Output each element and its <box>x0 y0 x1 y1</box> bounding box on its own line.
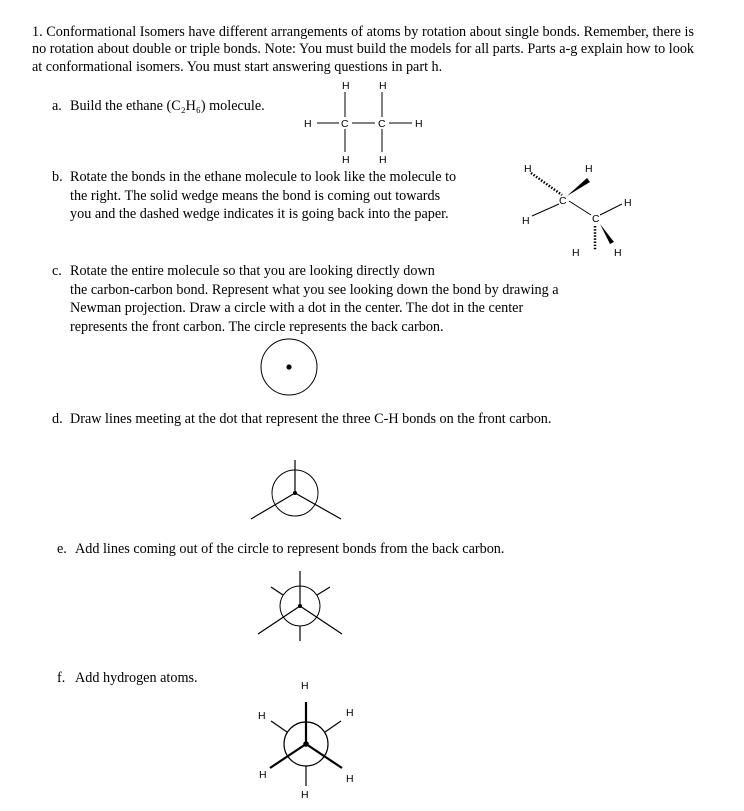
part-b-line-2: the right. The solid wedge means the bond is coming out towards <box>70 187 441 204</box>
part-d <box>52 410 551 429</box>
part-c <box>52 262 559 336</box>
question-intro: 1. Conformational Isomers have different arrangements of atoms by rotation about single bonds. Remember, there is no rotation about double or triple bonds. Note: You must build the models for all parts. Parts a-g explain how to look at conformational isomers. You must start answering questions in part h. <box>32 24 695 75</box>
atom-c: C <box>378 118 386 130</box>
part-e <box>57 540 504 559</box>
part-f-label: f. <box>57 670 66 686</box>
solid-wedge-bond <box>567 178 590 196</box>
newman-projection-with-hydrogens <box>250 676 360 801</box>
part-c-line-1: Rotate the entire molecule so that you are looking directly down <box>70 263 435 279</box>
atom-h: H <box>304 118 312 130</box>
part-c-line-4: represents the front carbon. The circle represents the back carbon. <box>70 318 444 335</box>
atom-h: H <box>379 154 387 166</box>
atom-h: H <box>259 769 267 781</box>
part-d-text: Draw lines meeting at the dot that represent the three C-H bonds on the front carbon. <box>70 411 552 427</box>
part-f-text: Add hydrogen atoms. <box>75 670 198 686</box>
part-b <box>52 168 456 224</box>
part-c-line-3: Newman projection. Draw a circle with a dot in the center. The dot in the center <box>70 300 524 316</box>
part-e-label: e. <box>57 541 67 557</box>
atom-c: C <box>341 118 349 130</box>
atom-c: C <box>592 213 600 225</box>
part-a-text: Build the ethane (C₂H₆) molecule. <box>70 98 265 114</box>
atom-h: H <box>415 118 423 130</box>
newman-front-and-back-bonds <box>250 565 350 643</box>
atom-h: H <box>301 789 309 801</box>
part-b-line-3: you and the dashed wedge indicates it is going back into the paper. <box>70 206 449 222</box>
atom-h: H <box>572 247 580 259</box>
ethane-structural-formula <box>300 78 440 174</box>
atom-h: H <box>614 247 622 259</box>
solid-wedge-bond <box>600 224 614 244</box>
part-a <box>52 97 265 116</box>
atom-h: H <box>346 773 354 785</box>
atom-h: H <box>342 154 350 166</box>
atom-h: H <box>258 710 266 722</box>
atom-h: H <box>522 215 530 227</box>
atom-h: H <box>379 80 387 92</box>
part-a-label: a. <box>52 98 62 114</box>
newman-circle-with-dot <box>258 336 320 398</box>
atom-h: H <box>342 80 350 92</box>
part-b-label: b. <box>52 169 63 185</box>
atom-c: C <box>559 195 567 207</box>
atom-h: H <box>624 197 632 209</box>
part-d-label: d. <box>52 411 63 427</box>
part-f <box>57 669 198 688</box>
newman-front-bonds <box>245 460 345 530</box>
atom-h: H <box>346 707 354 719</box>
part-b-line-1: Rotate the bonds in the ethane molecule to look like the molecule to <box>70 169 457 185</box>
ethane-wedge-dash-drawing <box>516 158 646 268</box>
atom-h: H <box>585 163 593 175</box>
part-c-line-2: the carbon-carbon bond. Represent what you see looking down the bond by drawing a <box>70 281 559 298</box>
part-c-label: c. <box>52 263 62 279</box>
atom-h: H <box>524 163 532 175</box>
atom-h: H <box>301 680 309 692</box>
part-e-text: Add lines coming out of the circle to represent bonds from the back carbon. <box>75 541 505 557</box>
